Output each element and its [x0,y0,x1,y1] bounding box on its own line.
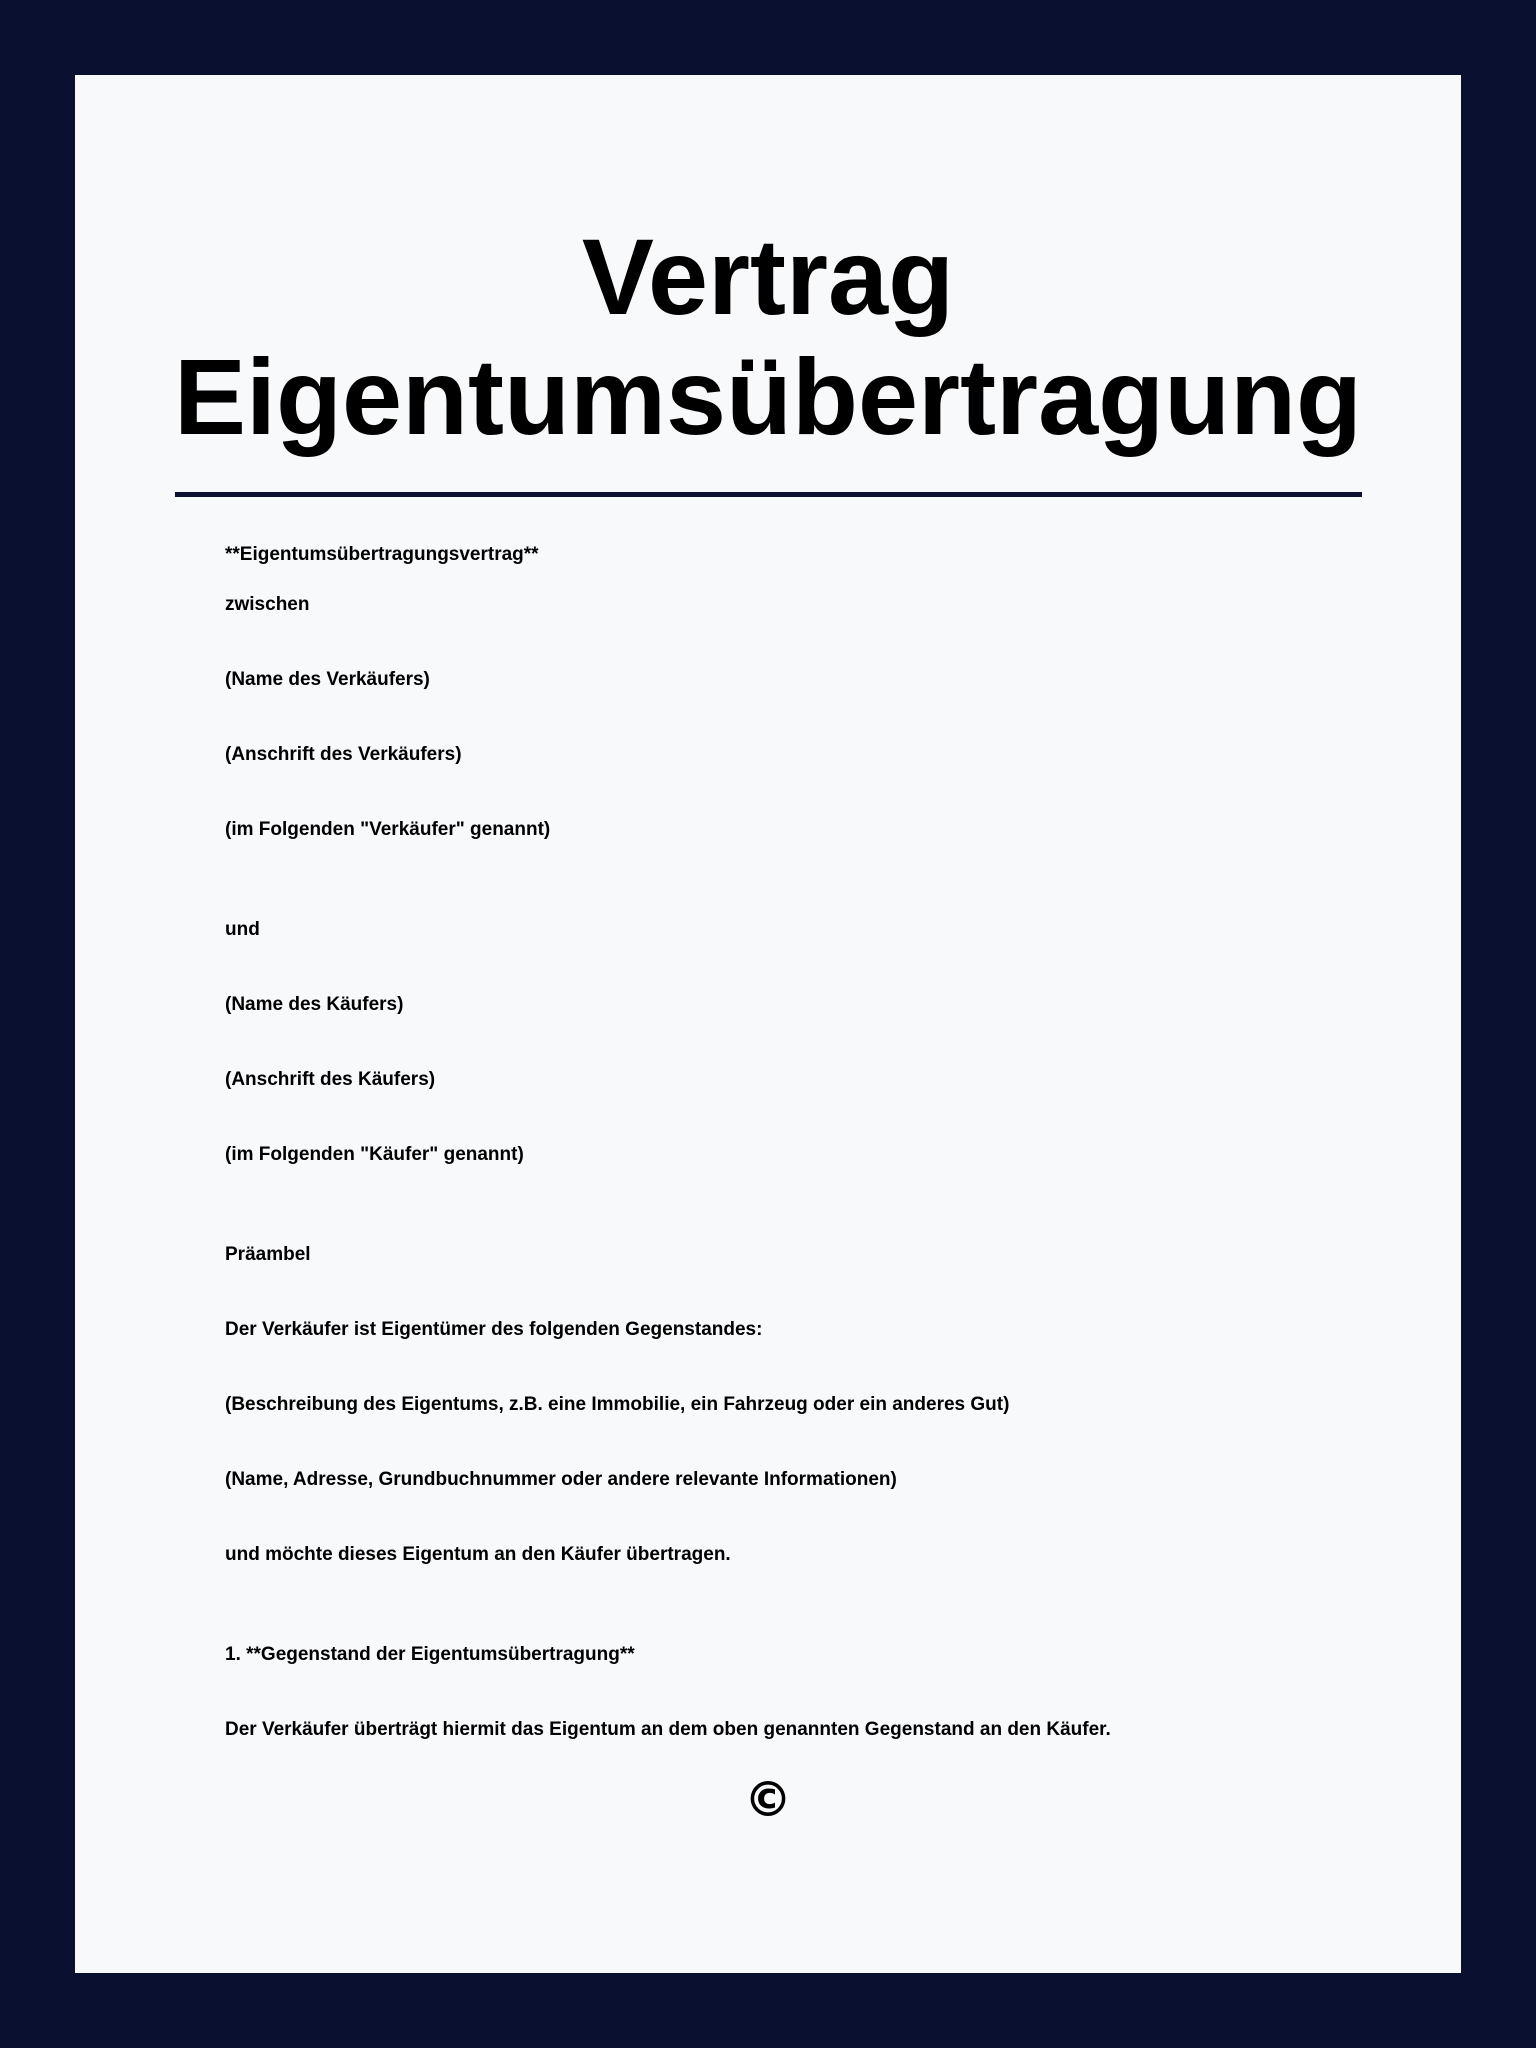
document-page [75,75,1461,1973]
paragraph-between: zwischen [225,594,310,615]
document-title-line-2: Eigentumsübertragung [173,336,1363,457]
document-title [75,217,1461,457]
buyer-designation: (im Folgenden "Käufer" genannt) [225,1144,524,1165]
section-1-text: Der Verkäufer überträgt hiermit das Eigentum an dem oben genannten Gegenstand an den Käufer. [225,1719,1111,1740]
property-details-placeholder: (Name, Adresse, Grundbuchnummer oder andere relevante Informationen) [225,1469,897,1490]
seller-address-placeholder: (Anschrift des Verkäufers) [225,744,462,765]
seller-designation: (im Folgenden "Verkäufer" genannt) [225,819,551,840]
document-title-line-1: Vertrag [581,216,955,337]
title-divider [175,492,1362,497]
property-description-placeholder: (Beschreibung des Eigentums, z.B. eine Immobilie, ein Fahrzeug oder ein anderes Gut) [225,1394,1010,1415]
copyright-icon: © [744,1772,792,1828]
paragraph-and: und [225,919,260,940]
contract-heading: **Eigentumsübertragungsvertrag** [225,544,539,565]
preamble-owner-statement: Der Verkäufer ist Eigentümer des folgenden Gegenstandes: [225,1319,763,1340]
preamble-heading: Präambel [225,1244,311,1265]
buyer-address-placeholder: (Anschrift des Käufers) [225,1069,436,1090]
preamble-transfer-intent: und möchte dieses Eigentum an den Käufer übertragen. [225,1544,731,1565]
buyer-name-placeholder: (Name des Käufers) [225,994,404,1015]
seller-name-placeholder: (Name des Verkäufers) [225,669,430,690]
section-1-heading: 1. **Gegenstand der Eigentumsübertragung** [225,1644,635,1665]
